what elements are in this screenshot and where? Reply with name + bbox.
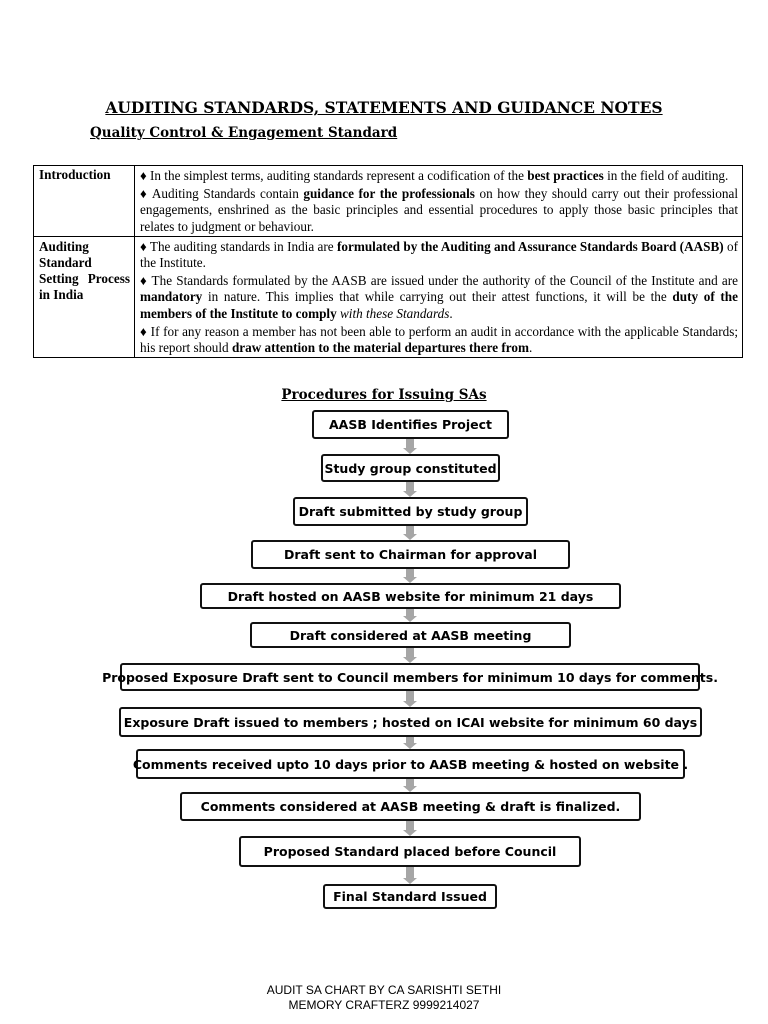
footer-line-2: MEMORY CRAFTERZ 9999214027 xyxy=(288,998,480,1012)
flow-step-label: Draft considered at AASB meeting xyxy=(289,627,532,643)
flow-step-box xyxy=(102,663,718,691)
flow-step-label: Draft submitted by study group xyxy=(298,504,523,519)
flow-step-box xyxy=(312,410,509,439)
bullet-paragraph xyxy=(140,324,738,356)
flow-arrow-icon xyxy=(401,779,419,792)
flow-step-label: Draft sent to Chairman for approval xyxy=(284,547,537,562)
procedures-title: Procedures for Issuing SAs xyxy=(281,387,487,403)
flow-arrow-icon xyxy=(401,648,419,663)
text-run: ♦ The auditing standards in India are xyxy=(140,238,338,254)
flow-step-box xyxy=(119,707,702,737)
table-row-standard-setting xyxy=(34,236,743,357)
text-run: on how they should carry out their professional engagements, enshrined as the basic principles and essential procedures to apply those basic principles that relates to judgment or behaviour. xyxy=(140,186,738,234)
flow-arrow-icon xyxy=(401,609,419,622)
text-run: in the field of auditing. xyxy=(603,168,729,183)
flow-step-label: Proposed Exposure Draft sent to Council members for minimum 10 days for comments. xyxy=(102,669,718,685)
flow-step-box xyxy=(180,792,641,821)
flow-step-label: Study group constituted xyxy=(324,460,497,476)
flow-step-label: Final Standard Issued xyxy=(333,889,487,904)
info-table xyxy=(33,165,743,358)
flow-arrow-icon xyxy=(401,526,419,540)
bullet-paragraph xyxy=(140,273,738,322)
flow-arrow-icon xyxy=(401,569,419,583)
text-run: in nature. This implies that while carrying out their attest functions, it will be the xyxy=(202,289,673,305)
flow-step-box xyxy=(132,749,689,779)
text-run: . xyxy=(449,305,453,321)
flow-step-label: AASB Identifies Project xyxy=(328,417,493,432)
row-content xyxy=(135,236,743,357)
bullet-paragraph xyxy=(140,186,738,235)
flow-step-box xyxy=(323,884,497,909)
bullet-paragraph xyxy=(140,168,738,184)
page-title: AUDITING STANDARDS, STATEMENTS AND GUIDANCE NOTES xyxy=(105,98,663,117)
flow-arrow-icon xyxy=(401,482,419,497)
bold-text: draw attention to the material departures there from xyxy=(231,340,529,356)
footer-line-1: AUDIT SA CHART BY CA SARISHTI SETHI xyxy=(266,983,502,997)
flow-step-label: Proposed Standard placed before Council xyxy=(263,844,557,859)
flow-arrow-icon xyxy=(401,821,419,836)
bold-text: duty of the members of the Institute to comply xyxy=(140,289,738,321)
text-run: ♦ The Standards formulated by the AASB are issued under the authority of the Council of the Institute and are xyxy=(140,273,738,289)
flow-arrow-icon xyxy=(401,867,419,884)
italic-text: with these Standards xyxy=(336,305,450,321)
flow-arrow-icon xyxy=(401,691,419,707)
flow-step-box xyxy=(250,622,571,648)
text-run: of the Institute. xyxy=(140,238,738,271)
flow-step-box xyxy=(239,836,581,867)
flow-step-label: Draft hosted on AASB website for minimum 21 days xyxy=(227,588,594,604)
row-label: Introduction xyxy=(34,166,135,237)
text-run: ♦ If for any reason a member has not been able to perform an audit in accordance with the applicable Standards; his report should xyxy=(140,323,738,356)
flow-step-box xyxy=(293,497,528,526)
flow-step-label: Comments received upto 10 days prior to AASB meeting & hosted on website . xyxy=(132,756,689,772)
flow-arrow-icon xyxy=(401,737,419,749)
flow-step-box xyxy=(321,454,500,482)
row-content xyxy=(135,166,743,237)
page-subtitle: Quality Control & Engagement Standard xyxy=(90,125,398,141)
text-run: ♦ Auditing Standards contain xyxy=(140,186,304,202)
bold-text: guidance for the professionals xyxy=(303,186,475,202)
table-row-introduction xyxy=(34,166,743,237)
bold-text: best practices xyxy=(527,168,604,183)
bold-text: mandatory xyxy=(140,289,203,305)
text-run: ♦ In the simplest terms, auditing standards represent a codification of the xyxy=(140,168,528,183)
footer xyxy=(0,983,768,1013)
flow-step-label: Exposure Draft issued to members ; hosted on ICAI website for minimum 60 days xyxy=(123,714,698,730)
bullet-paragraph xyxy=(140,239,738,271)
flow-arrow-icon xyxy=(401,439,419,454)
flow-step-box xyxy=(200,583,621,609)
text-run: . xyxy=(528,340,533,356)
row-label: Auditing Standard Setting Process in India xyxy=(34,236,135,357)
flow-step-label: Comments considered at AASB meeting & draft is finalized. xyxy=(200,799,621,814)
flow-step-box xyxy=(251,540,570,569)
bold-text: formulated by the Auditing and Assurance Standards Board (AASB) xyxy=(337,238,724,254)
